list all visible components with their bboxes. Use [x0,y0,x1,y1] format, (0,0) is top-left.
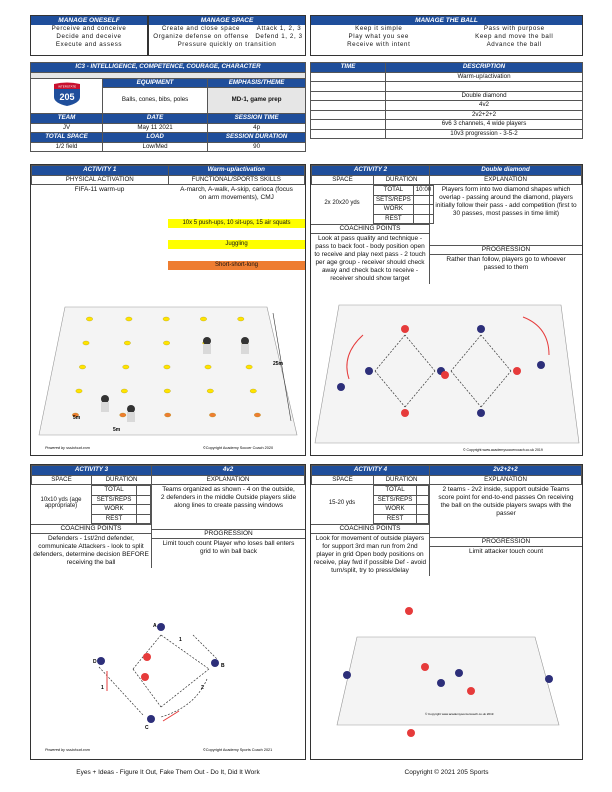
work-label: WORK [374,505,417,515]
space-header: SPACE [312,175,374,185]
rest-label: REST [374,514,417,524]
cone-icon [207,389,213,393]
activity-1-panel [30,164,306,456]
player-icon [477,409,485,417]
progression-header: PROGRESSION [430,537,582,547]
explanation-value: 2 teams - 2v2 inside, support outside Teams score point for end-to-end passes On receiving the ball on the outside players swaps with the passer [438,486,574,517]
cone-icon [164,413,170,417]
explanation-value: Teams organized as shown - 4 on the outside, 2 defenders in the middle Outside players slide along lines to create passing windows [160,486,297,509]
player-icon [365,367,373,375]
activity-3-diagram [35,597,301,757]
coaching-header: COACHING POINTS [311,524,429,534]
manage-space-line: Create and close space [161,25,241,32]
label-25m: 25m [273,361,284,367]
coaching-value: Defenders - 1st/2nd defender, communicate Attackers - look to split defenders, determine decision BEFORE receiving the ball [33,535,149,566]
cone-icon [123,365,129,369]
session-time-value: 4p [208,123,306,133]
description-header: DESCRIPTION [386,63,583,73]
label-2: 2 [201,685,204,691]
total-value: 10:00 [413,186,433,196]
progression-header: PROGRESSION [152,529,305,539]
schedule-row: 4v2 [386,101,583,111]
cone-icon [254,413,260,417]
date-value: May 11 2021 [103,123,208,133]
activity-4-title: ACTIVITY 4 [312,466,430,476]
load-value: Low/Med [103,142,208,152]
cone-icon [79,365,85,369]
credit-left: Powered by sssicloud.com [45,446,90,450]
session-time-header: SESSION TIME [208,114,306,124]
sets-label: SETS/REPS [92,495,137,505]
activity-4-diagram [313,597,581,757]
footer-right: Copyright © 2021 205 Sports [404,769,489,776]
player-icon [203,337,211,354]
player-icon [401,325,409,333]
activity-1-name: Warm-up/activation [168,166,305,176]
label-5m: 5m [73,415,81,421]
total-label: TOTAL [374,486,417,496]
cone-icon [121,389,127,393]
player-icon [455,669,463,677]
player-icon [211,659,219,667]
space-value: 10x10 yds (age appropriate) [40,497,82,509]
space-value: 2x 20x20 yds [324,200,360,206]
work-label: WORK [374,205,414,215]
player-icon [97,657,105,665]
manage-oneself-line: Decide and deceive [56,33,122,40]
equipment-value: Balls, cones, bibs, poles [103,88,208,114]
space-value: 15-20 yds [328,500,356,506]
cone-icon [164,389,170,393]
player-icon [147,715,155,723]
ic3-banner: IC3 - INTELLIGENCE, COMPETENCE, COURAGE, CHARACTER [31,63,306,73]
coaching-value: Look at pass quality and technique - pass to back foot - body position open to receive and play next pass - 2 touch per age group - receiver should check away and check back to receive - receiver should show target [314,235,426,282]
player-icon [405,607,413,615]
session-panel [30,62,306,158]
activity-1-title: ACTIVITY 1 [32,166,169,176]
label-5m: 5m [113,427,121,433]
player-icon [127,405,135,422]
manage-ball-left: Keep it simple [355,25,403,32]
time-header: TIME [311,63,386,73]
activity-2-title: ACTIVITY 2 [312,166,430,176]
total-label: TOTAL [92,486,137,496]
schedule-row: 2v2+2+2 [386,110,583,120]
schedule-panel [310,62,583,158]
activity-1-diagram [35,295,301,455]
cone-icon [83,341,89,345]
duration-header: DURATION [374,475,430,485]
total-space-value: 1/2 field [31,142,103,152]
player-icon [537,361,545,369]
progression-value: Limit touch count Player who loses ball enters grid to win ball back [162,540,295,555]
explanation-value: Players form into two diamond shapes which overlap - passing around the diamond, players initially follow their pass - add competition (first to 30 passes, most passes in time limit) [435,186,577,217]
schedule-row: 6v6 3 channels, 4 wide players [386,120,583,130]
schedule-row: Double diamond [386,91,583,101]
functional-skills-value: A-march, A-walk, A-skip, carioca (focus on arm movements), CMJ [180,186,293,201]
total-label: TOTAL [374,186,414,196]
player-icon [343,671,351,679]
schedule-row [386,82,583,92]
player-icon [421,663,429,671]
rest-label: REST [92,514,137,524]
total-space-header: TOTAL SPACE [31,133,103,143]
cone-icon [124,341,130,345]
cone-icon [126,317,132,321]
progression-header: PROGRESSION [430,245,582,255]
player-icon [545,675,553,683]
label-d: D [93,659,97,665]
rest-label: REST [374,214,414,224]
band-juggling: Juggling [168,240,305,249]
date-header: DATE [103,114,208,124]
player-icon [467,687,475,695]
player-icon [101,395,109,412]
player-icon [441,371,449,379]
label-1: 1 [179,637,182,643]
player-icon [157,623,165,631]
manage-space-panel [148,15,306,56]
space-header: SPACE [312,475,374,485]
work-label: WORK [92,505,137,515]
cone-icon [205,365,211,369]
footer-left: Eyes + Ideas - Figure It Out, Fake Them Out - Do It, Did It Work [76,769,260,776]
progression-value: Rather than follow, players go to whoever passed to them [446,256,566,271]
progression-value: Limit attacker touch count [468,548,544,555]
manage-oneself-line: Execute and assess [55,41,123,48]
manage-oneself-title: MANAGE ONESELF [31,16,147,25]
activity-2-diagram [313,295,581,455]
cone-icon [164,365,170,369]
label-c: C [145,725,149,731]
activity-4-name: 2v2+2+2 [430,466,582,476]
coaching-value: Look for movement of outside players for support 3rd man run from 2nd player in grid Open body positions on receive, play fwd if possible Def - avoid turn/split, try to press/delay [313,535,427,574]
manage-space-title: MANAGE SPACE [149,16,305,25]
player-icon [141,673,149,681]
cone-icon [120,413,126,417]
band-conditioning: 10x 5 push-ups, 10 sit-ups, 15 air squats [168,219,305,228]
duration-header: DURATION [374,175,430,185]
emphasis-value: MD-1, game prep [208,88,306,114]
interstate-205-logo [49,79,85,109]
activity-3-name: 4v2 [152,466,305,476]
manage-ball-right: Advance the ball [486,41,542,48]
cone-icon [163,341,169,345]
credit-right: ©Copyright Academy Sports Coach 2021 [203,748,273,752]
player-icon [407,729,415,737]
manage-space-right: Defend 1, 2, 3 [255,33,303,40]
activity-4-panel [310,464,583,760]
sets-label: SETS/REPS [374,495,417,505]
schedule-row: 10v3 progression - 3-5-2 [386,129,583,139]
activity-3-title: ACTIVITY 3 [32,466,152,476]
emphasis-header: EMPHASIS/THEME [208,78,306,88]
player-icon [401,409,409,417]
player-icon [241,337,249,354]
cone-icon [209,413,215,417]
logo-number: 205 [58,92,75,102]
functional-skills-header: FUNCTIONAL/SPORTS SKILLS [168,175,305,185]
manage-ball-left: Play what you see [348,33,409,40]
logo-cell [31,78,103,114]
label-1: 1 [101,685,104,691]
cone-icon [246,365,252,369]
explanation-header: EXPLANATION [152,475,305,485]
team-value: JV [31,123,103,133]
cone-icon [238,317,244,321]
label-b: B [221,663,225,669]
credit: © Copyright www.academysoccercoach.co.uk 2019 [463,448,543,452]
equipment-header: EQUIPMENT [103,78,208,88]
explanation-header: EXPLANATION [430,475,582,485]
credit: © Copyright www.academysoccercoach.co.uk 2019 [425,712,494,716]
duration-header: DURATION [92,475,152,485]
manage-space-line: Organize defense on offense [153,33,249,40]
activity-2-name: Double diamond [430,166,582,176]
manage-space-line: Pressure quickly on transition [177,41,277,48]
player-icon [337,383,345,391]
physical-activation-header: PHYSICAL ACTIVATION [32,175,169,185]
label-a: A [153,623,157,629]
credit-left: Powered by sssicloud.com [45,748,90,752]
player-icon [513,367,521,375]
cone-icon [76,389,82,393]
manage-ball-panel [310,15,583,56]
manage-ball-left: Receive with intent [347,41,411,48]
load-header: LOAD [103,133,208,143]
team-header: TEAM [31,114,103,124]
cone-icon [86,317,92,321]
manage-space-right: Attack 1, 2, 3 [256,25,302,32]
cone-icon [163,317,169,321]
physical-activation-value: FIFA-11 warm-up [74,186,125,193]
explanation-header: EXPLANATION [430,175,582,185]
manage-oneself-panel [30,15,148,56]
player-icon [437,679,445,687]
player-icon [143,653,151,661]
credit-right: ©Copyright Academy Soccer Coach 2020 [203,446,274,450]
cone-icon [250,389,256,393]
band-short-short-long: Short-short-long [168,261,305,270]
manage-ball-title: MANAGE THE BALL [311,16,582,25]
space-header: SPACE [32,475,92,485]
manage-oneself-line: Perceive and conceive [51,25,127,32]
player-icon [477,325,485,333]
logo-small-text: INTERSTATE [57,84,76,89]
schedule-row: Warm-up/activation [386,72,583,82]
session-duration-value: 90 [208,142,306,152]
activity-3-panel [30,464,306,760]
manage-ball-right: Keep and move the ball [475,33,554,40]
sets-label: SETS/REPS [374,195,414,205]
coaching-header: COACHING POINTS [311,224,429,234]
cone-icon [200,317,206,321]
activity-2-panel [310,164,583,456]
coaching-header: COACHING POINTS [31,524,151,534]
session-duration-header: SESSION DURATION [208,133,306,143]
manage-ball-right: Pass with purpose [483,25,545,32]
